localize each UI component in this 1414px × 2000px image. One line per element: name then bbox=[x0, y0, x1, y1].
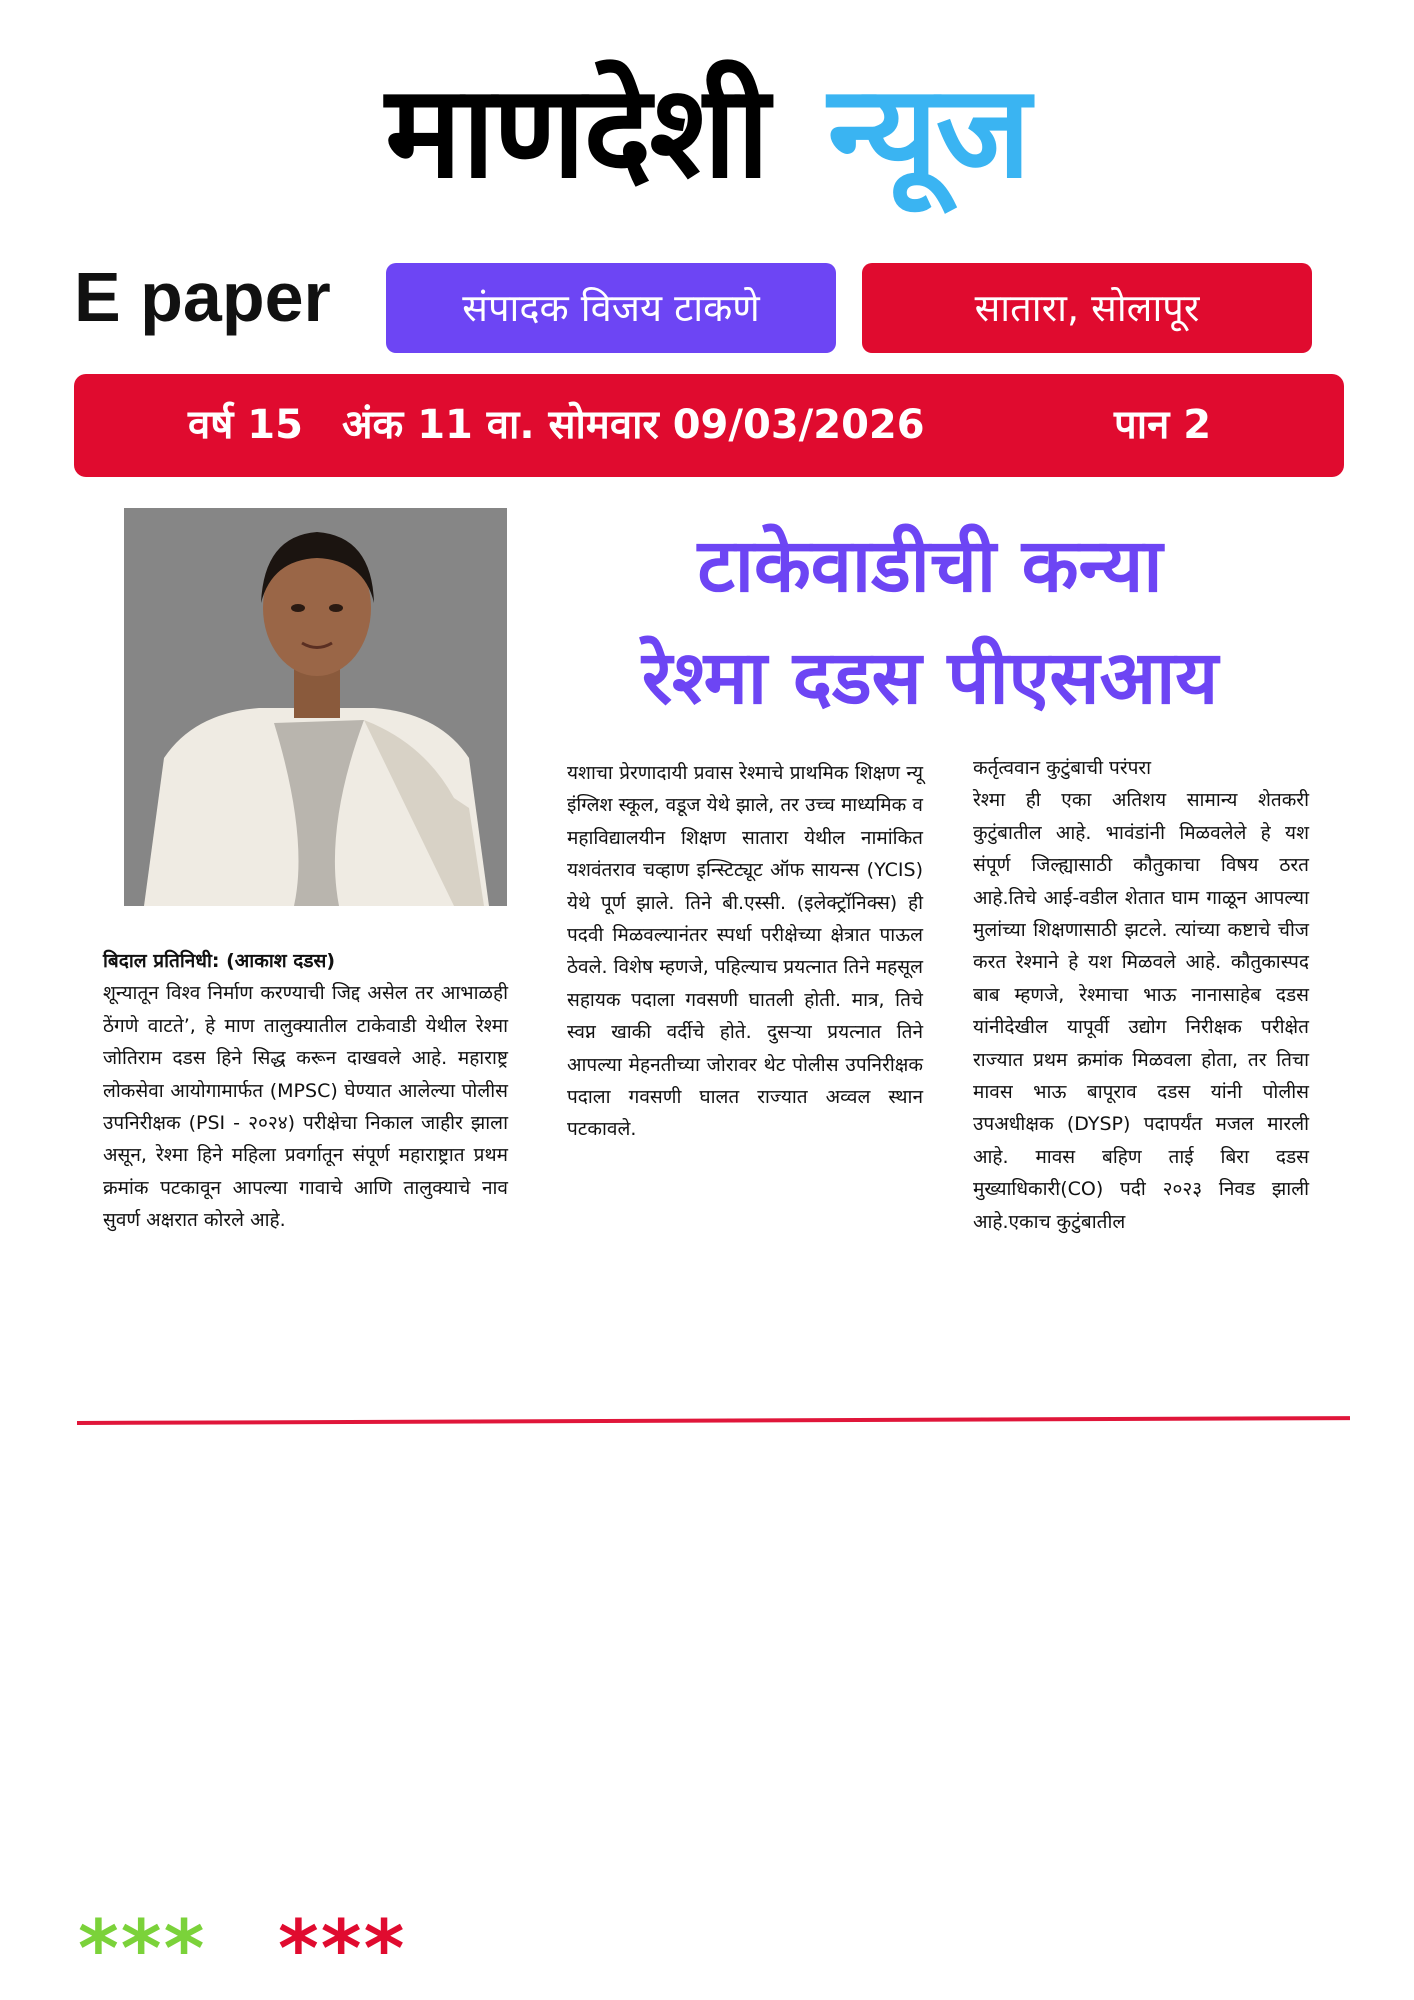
footer-stars-green: *** bbox=[78, 1905, 207, 1995]
column-3-subhead: कर्तृत्ववान कुटुंबाची परंपरा bbox=[973, 757, 1152, 779]
reporter-photo bbox=[124, 508, 507, 906]
footer-stars-red: *** bbox=[278, 1905, 407, 1995]
editor-badge: संपादक विजय टाकणे bbox=[386, 263, 836, 353]
column-1-text: शून्यातून विश्व निर्माण करण्याची जिद्द असेल तर आभाळही ठेंगणे वाटते’, हे माण तालुक्यातील टाकेवाडी येथील रेश्मा जोतिराम दडस हिने सिद्ध करून दाखवले आहे. महाराष्ट्र लोकसेवा आयोगामार्फत (MPSC) घेण्यात आलेल्या पोलीस उपनिरीक्षक (PSI - २०२४) परीक्षेचा निकाल जाहीर झाला असून, रेश्मा हिने महिला प्रवर्गातून संपूर्ण महाराष्ट्रात प्रथम क्रमांक पटकावून आपल्या गावाचे आणि तालुक्याचे नाव सुवर्ण अक्षरात कोरले आहे. bbox=[103, 982, 508, 1232]
section-divider bbox=[77, 1416, 1350, 1425]
byline: बिदाल प्रतिनिधी: (आकाश दडस) bbox=[103, 950, 336, 972]
masthead bbox=[0, 58, 1414, 208]
masthead-news: न्यूज bbox=[827, 58, 1029, 207]
article-column-3 bbox=[973, 752, 1309, 1238]
headline bbox=[530, 510, 1330, 734]
article-column-1 bbox=[103, 945, 508, 1237]
headline-line-1: टाकेवाडीची कन्या bbox=[697, 523, 1163, 609]
portrait-image bbox=[124, 508, 507, 906]
issue-number-date: अंक 11 वा. सोमवार 09/03/2026 bbox=[342, 402, 925, 448]
epaper-label: E paper bbox=[74, 258, 331, 336]
issue-bar bbox=[74, 374, 1344, 477]
column-3-text: रेश्मा ही एका अतिशय सामान्य शेतकरी कुटुंबातील आहे. भावंडांनी मिळवलेले हे यश संपूर्ण जिल्ह्यासाठी कौतुकाचा विषय ठरत आहे.तिचे आई-वडील शेतात घाम गाळून आपल्या मुलांच्या शिक्षणासाठी झटले. त्यांच्या कष्टाचे चीज करत रेश्माने हे यश मिळवले आहे. कौतुकास्पद बाब म्हणजे, रेश्माचा भाऊ नानासाहेब दडस यांनीदेखील यापूर्वी उद्योग निरीक्षक परीक्षेत राज्यात प्रथम क्रमांक मिळवला होता, तर तिचा मावस भाऊ बापूराव दडस यांनी पोलीस उपअधीक्षक (DYSP) पदापर्यंत मजल मारली आहे. मावस बहिण ताई बिरा दडस मुख्याधिकारी(CO) पदी २०२३ निवड झाली आहे.एकाच कुटुंबातील bbox=[973, 789, 1309, 1233]
column-2-text: यशाचा प्रेरणादायी प्रवास रेश्माचे प्राथमिक शिक्षण न्यू इंग्लिश स्कूल, वडूज येथे झाले, तर उच्च माध्यमिक व महाविद्यालयीन शिक्षण सातारा येथील नामांकित यशवंतराव चव्हाण इन्स्टिट्यूट ऑफ सायन्स (YCIS) येथे पूर्ण झाले. तिने बी.एस्सी. (इलेक्ट्रॉनिक्स) ही पदवी मिळवल्यानंतर स्पर्धा परीक्षेच्या क्षेत्रात पाऊल ठेवले. विशेष म्हणजे, पहिल्याच प्रयत्नात तिने महसूल सहायक पदाला गवसणी घातली होती. मात्र, तिचे स्वप्न खाकी वर्दीचे होते. दुसऱ्या प्रयत्नात तिने आपल्या मेहनतीच्या जोरावर थेट पोलीस उपनिरीक्षक पदाला गवसणी घालत राज्यात अव्वल स्थान पटकावले. bbox=[567, 762, 923, 1141]
page-number: पान 2 bbox=[1114, 402, 1212, 448]
masthead-title: माणदेशी bbox=[385, 58, 768, 207]
location-badge: सातारा, सोलापूर bbox=[862, 263, 1312, 353]
article-column-2 bbox=[567, 757, 923, 1146]
headline-line-2: रेश्मा दडस पीएसआय bbox=[641, 635, 1219, 721]
issue-year: वर्ष 15 bbox=[188, 402, 303, 448]
